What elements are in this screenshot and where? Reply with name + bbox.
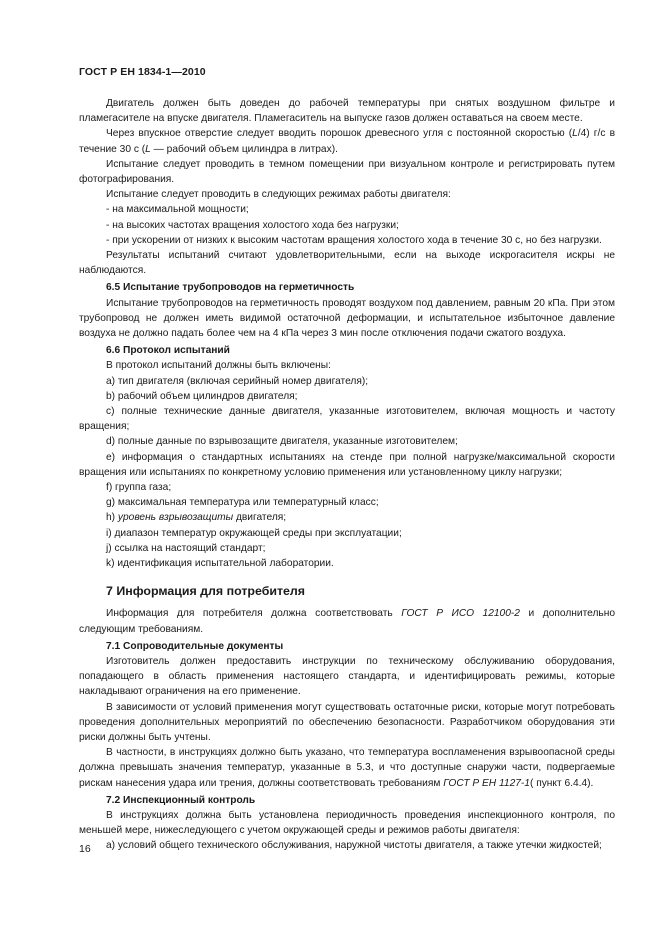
paragraph: Информация для потребителя должна соответствовать ГОСТ Р ИСО 12100-2 и дополнительно следующим требованиям.: [79, 608, 616, 635]
list-item: - на максимальной мощности;: [106, 204, 249, 216]
list-item: i) диапазон температур окружающей среды при эксплуатации;: [106, 527, 402, 539]
paragraph: Изготовитель должен предоставить инструкции по техническому обслуживанию оборудования, попадающего в область применения настоящего стандарта, и идентифицировать режимы, которые накладывают ограничения на его применение.: [79, 655, 615, 698]
paragraph: Испытание следует проводить в следующих режимах работы двигателя:: [106, 189, 451, 201]
paragraph: В протокол испытаний должны быть включены:: [106, 360, 331, 372]
list-item: h) уровень взрывозащиты двигателя;: [106, 512, 287, 524]
document-header: ГОСТ Р ЕН 1834-1—2010: [79, 66, 206, 78]
paragraph: Испытание следует проводить в темном помещении при визуальном контроле и регистрировать путем фотографирования.: [79, 158, 615, 186]
list-item: e) информация о стандартных испытаниях на стенде при полной нагрузке/максимальной скорости вращения или испытаниях по конкретному условию применения или установленному циклу нагрузки;: [79, 451, 615, 478]
list-item: - при ускорении от низких к высоким частотам вращения холостого хода в течение 30 с, но без нагрузки.: [106, 234, 602, 246]
section-heading-7: 7 Информация для потребителя: [106, 584, 306, 599]
paragraph: В частности, в инструкциях должно быть указано, что температура воспламенения взрывоопасной среды должна превышать значения температур, указанные в 5.3, и что доступные снаружи части, подвергаемые рискам нанесения удара или трения, должны соответствовать требованиям ГОСТ Р ЕН 1127-1( пункт 6.4.4).: [79, 747, 615, 789]
section-heading-6-5: 6.5 Испытание трубопроводов на герметичность: [106, 282, 355, 294]
section-heading-7-2: 7.2 Инспекционный контроль: [106, 794, 256, 806]
paragraph: Через впускное отверстие следует вводить порошок древесного угля с постоянной скоростью (L/4) г/с в течение 30 с (L — рабочий объем цилиндра в литрах).: [79, 128, 615, 155]
list-item: k) идентификация испытательной лаборатории.: [106, 558, 334, 570]
list-item: a) тип двигателя (включая серийный номер двигателя);: [106, 375, 369, 387]
list-item: g) максимальная температура или температурный класс;: [106, 497, 379, 509]
list-item: j) ссылка на настоящий стандарт;: [106, 542, 266, 554]
paragraph: В зависимости от условий применения могут существовать остаточные риски, которые могут потребовать проведения дополнительных мероприятий по обеспечению безопасности. Разработчиком оборудования эти риски должны быть учтены.: [79, 701, 615, 743]
document-body: [79, 96, 615, 854]
section-heading-7-1: 7.1 Сопроводительные документы: [106, 640, 284, 652]
list-item: d) полные данные по взрывозащите двигателя, указанные изготовителем;: [106, 436, 458, 448]
paragraph: Двигатель должен быть доведен до рабочей температуры при снятых воздушном фильтре и пламегасителе на впуске двигателя. Пламегаситель на выпуске газов должен оставаться на своем месте.: [79, 98, 615, 125]
paragraph: Испытание трубопроводов на герметичность проводят воздухом под давлением, равным 20 кПа. При этом трубопровод не должен иметь видимой остаточной деформации, и испытательное избыточное давление воздуха не должно падать более чем на 4 кПа через 3 мин после отключения подачи сжатого воздуха.: [79, 297, 615, 340]
list-item: c) полные технические данные двигателя, указанные изготовителем, включая мощность и частоту вращения;: [79, 406, 615, 433]
list-item: a) условий общего технического обслуживания, наружной чистоты двигателя, а также утечки жидкостей;: [106, 840, 602, 852]
list-item: - на высоких частотах вращения холостого хода без нагрузки;: [106, 219, 399, 231]
section-heading-6-6: 6.6 Протокол испытаний: [106, 345, 230, 357]
paragraph: В инструкциях должна быть установлена периодичность проведения инспекционного контроля, по меньшей мере, нижеследующего с учетом окружающей среды и режимов работы двигателя:: [79, 809, 615, 837]
list-item: f) группа газа;: [106, 482, 172, 494]
page-number: 16: [79, 843, 91, 855]
paragraph: Результаты испытаний считают удовлетворительными, если на выходе искрогасителя искры не наблюдаются.: [79, 250, 615, 277]
list-item: b) рабочий объем цилиндров двигателя;: [106, 390, 298, 402]
